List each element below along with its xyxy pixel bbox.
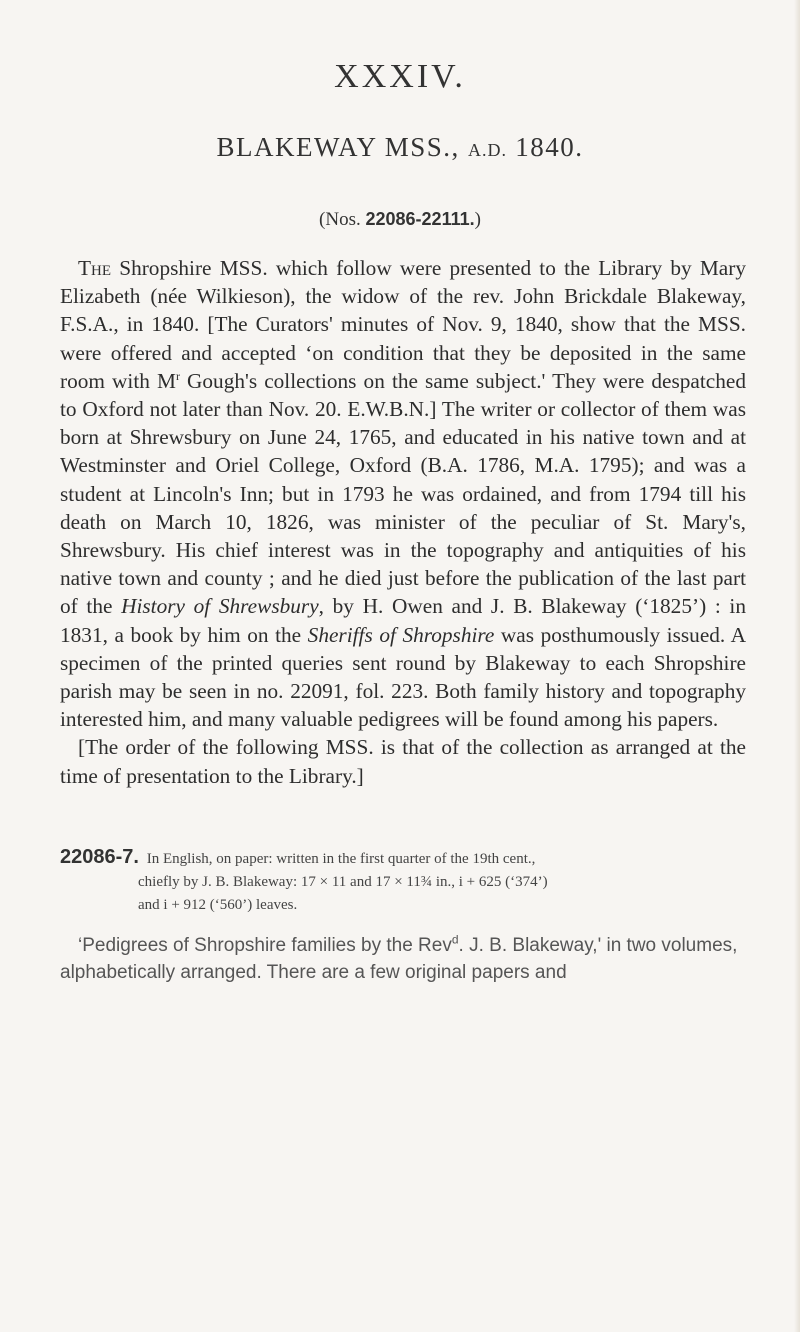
manuscript-numbers bbox=[0, 209, 800, 231]
entry-line-3: and i + 912 (‘560’) leaves. bbox=[138, 897, 298, 913]
body-text bbox=[60, 254, 746, 790]
paragraph-lead-word: The bbox=[78, 256, 112, 280]
paragraph-text-2: Gough's collections on the same subject.' They were despatched to Oxford not later than Nov. 20. E.W.B.N.] The writer or collector of them was born at Shrewsbury on June 24, 1765, and educated in his native town and at Westminster and Oriel College, Oxford (B.A. 1786, M.A. 1795); and was a student at Lincoln's Inn; but in 1793 he was ordained, and from 1794 till his death on March 10, 1826, was minister of the peculiar of St. Mary's, Shrewsbury. His chief interest was in the topography and antiquities of his native town and county ; and he died just before the publication of the last part of the bbox=[60, 368, 746, 619]
entry-line-1: In English, on paper: written in the first quarter of the 19th cent., bbox=[146, 851, 536, 867]
order-note-paragraph: [The order of the following MSS. is that of the collection as arranged at the time of presentation to the Library.] bbox=[60, 735, 746, 788]
revd-superscript: d bbox=[451, 932, 459, 947]
nos-prefix: (Nos. bbox=[319, 209, 361, 230]
paragraph-text-1: Shropshire MSS. which follow were presented to the Library by Mary Elizabeth (née Wilkieson), the widow of the rev. John Brickdale Blakeway, F.S.A., in 1840. [The Curators' minutes of Nov. 9, 1840, show that the MSS. were offered and accepted ‘on condition that they be deposited in the same room with M bbox=[60, 256, 746, 393]
title-main: BLAKEWAY MSS., bbox=[216, 132, 460, 162]
paragraph-text-4: was posthumously issued. A specimen of the printed queries sent round by Blakeway to each Shropshire parish may be seen in no. 22091, fol. 223. Both family history and topography interested him, and many valuable pedigrees will be found among his papers. bbox=[60, 622, 747, 732]
intro-paragraph bbox=[60, 254, 746, 733]
title-ad: A.D. bbox=[468, 140, 508, 160]
description-text-1: ‘Pedigrees of Shropshire families by the Rev bbox=[78, 935, 452, 956]
description-text-2: . J. B. Blakeway,' in two volumes, alphabetically arranged. There are a few original papers and bbox=[60, 935, 738, 983]
title-year: 1840. bbox=[515, 132, 584, 162]
sheriffs-title: Sheriffs of Shropshire bbox=[307, 622, 495, 647]
nos-range: 22086-22111. bbox=[365, 209, 475, 229]
entry-line-2: chiefly by J. B. Blakeway: 17 × 11 and 17 × 11¾ in., i + 625 (‘374’) bbox=[138, 874, 548, 890]
entry-description bbox=[60, 932, 746, 986]
nos-suffix: ) bbox=[474, 209, 481, 230]
chapter-number: XXXIV. bbox=[334, 58, 466, 95]
page-edge-shadow bbox=[794, 0, 800, 1332]
paragraph-text-3: , by H. Owen and J. B. Blakeway (‘1825’) : in 1831, a book by him on the bbox=[60, 594, 746, 647]
history-title: History of Shrewsbury bbox=[121, 594, 319, 619]
catalogue-entry bbox=[60, 846, 746, 917]
page-title bbox=[0, 132, 800, 163]
mr-superscript: r bbox=[175, 368, 180, 383]
entry-number: 22086-7. bbox=[60, 846, 139, 868]
